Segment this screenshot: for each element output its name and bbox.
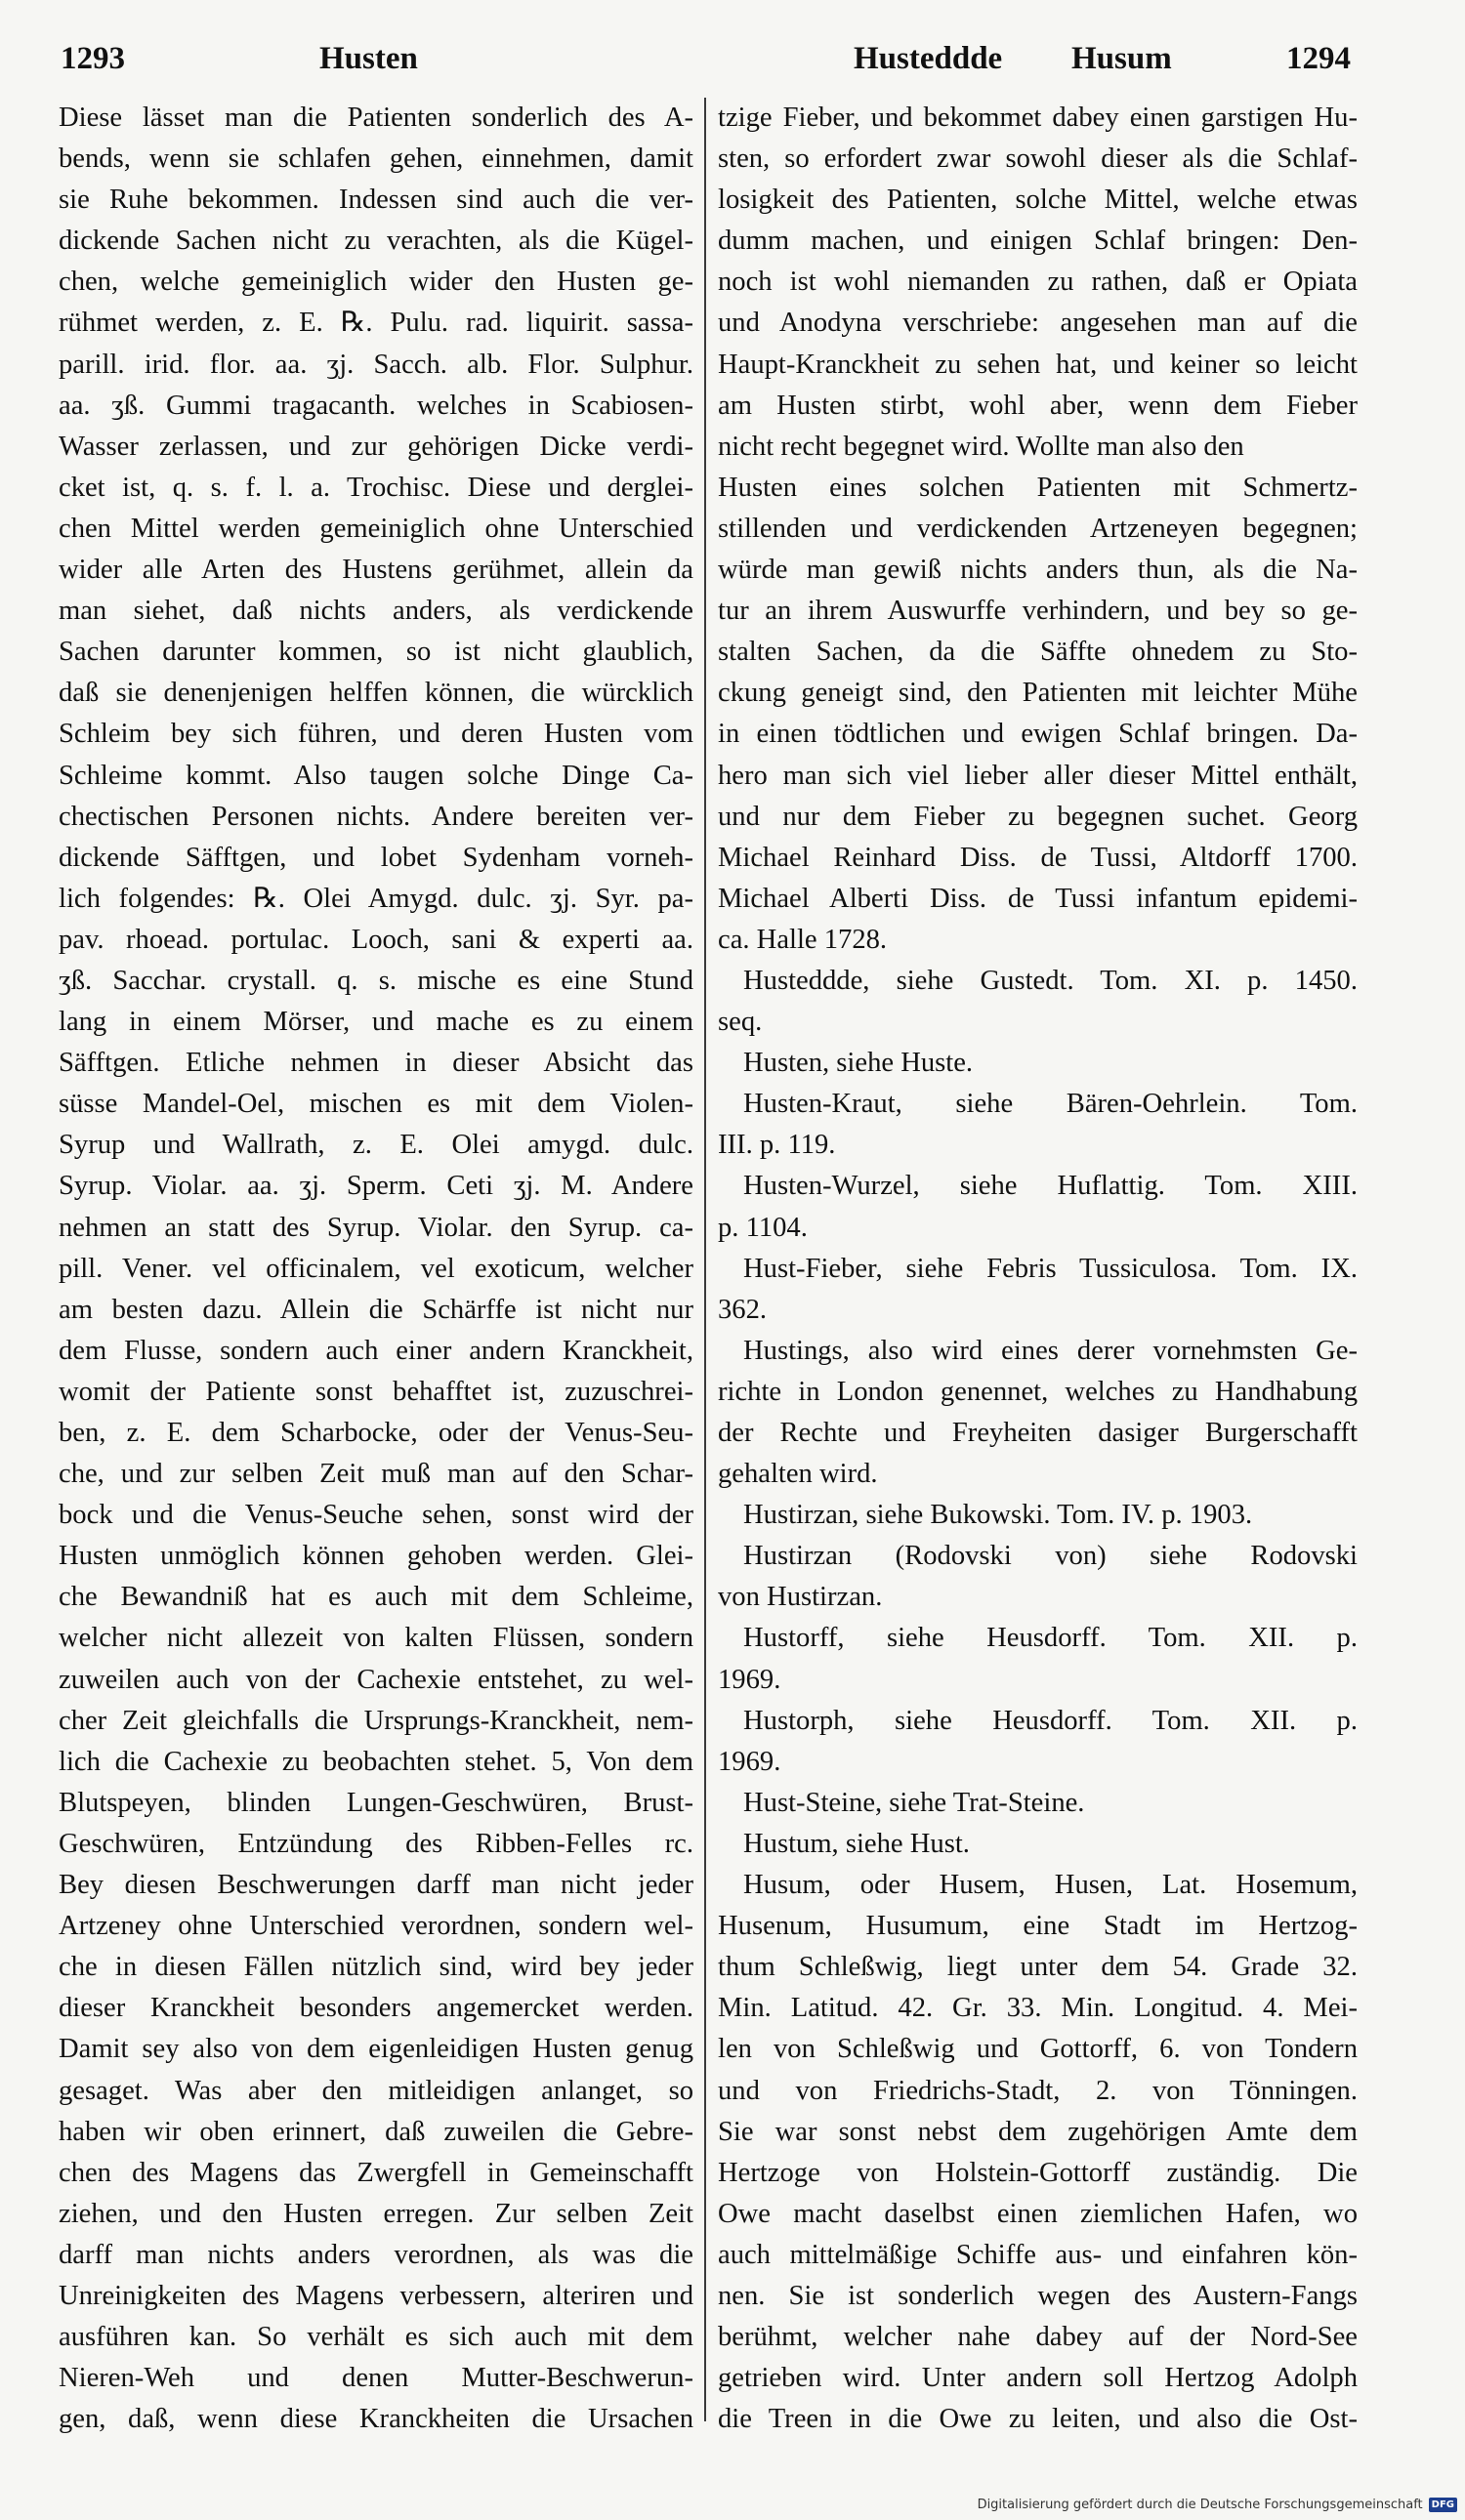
right-column-line: thum Schleßwig, liegt unter dem 54. Grade 32. (718, 1952, 1358, 1983)
right-column-line: len von Schleßwig und Gottorff, 6. von Tondern (718, 2034, 1358, 2065)
right-catchword-1: Husteddde (854, 41, 1003, 76)
right-column-line: Hustum, siehe Hust. (743, 1828, 970, 1859)
right-column-line: Husten eines solchen Patienten mit Schmertz- (718, 472, 1358, 503)
left-column-line: bends, wenn sie schlafen gehen, einnehmen, damit (59, 144, 693, 175)
left-column-line: dickende Säfftgen, und lobet Sydenham vorneh- (59, 842, 693, 873)
right-column-line: in einen tödtlichen und ewigen Schlaf bringen. Da- (718, 719, 1358, 750)
right-column-line: III. p. 119. (718, 1130, 836, 1161)
digitization-credit (978, 2498, 1457, 2512)
right-column-line: tzige Fieber, und bekommet dabey einen garstigen Hu- (718, 103, 1358, 133)
left-page-number: 1293 (61, 41, 125, 76)
left-column-line: Damit sey also von dem eigenleidigen Husten genug (59, 2034, 693, 2065)
right-column-line: stalten Sachen, da die Säffte ohnedem zu Sto- (718, 637, 1358, 668)
left-column-line (59, 2440, 693, 2441)
credit-text: Digitalisierung gefördert durch die Deutsche Forschungsgemeinschaft (977, 2498, 1423, 2512)
right-column-line: und nur dem Fieber zu begegnen suchet. Georg (718, 801, 1358, 832)
left-column-line: haben wir oben erinnert, daß zuweilen die Gebre- (59, 2116, 693, 2147)
left-column-line: lich folgendes: ℞. Olei Amygd. dulc. ʒj. Syr. pa- (59, 883, 693, 914)
left-column-line: bock und die Venus-Seuche sehen, sonst wird der (59, 1500, 693, 1531)
right-column-line: Michael Reinhard Diss. de Tussi, Altdorff 1700. (718, 842, 1358, 873)
left-column-line: chen, welche gemeiniglich wider den Husten ge- (59, 267, 693, 298)
right-column-line: gehalten wird. (718, 1459, 878, 1490)
left-column-line: Sachen darunter kommen, so ist nicht glaublich, (59, 637, 693, 668)
right-column-line: Hustirzan (Rodovski von) siehe Rodovski (743, 1541, 1358, 1572)
right-column-line: p. 1104. (718, 1212, 808, 1243)
right-column-line: Husten, siehe Huste. (743, 1048, 974, 1079)
right-column-line: Husenum, Husumum, eine Stadt im Hertzog- (718, 1911, 1358, 1942)
right-column-line (718, 2440, 1358, 2441)
left-column-line: womit der Patiente sonst behafftet ist, zuzuschrei- (59, 1376, 693, 1407)
left-column-line: ausführen kan. So verhält es sich auch mit dem (59, 2322, 693, 2353)
left-column-line: chen Mittel werden gemeiniglich ohne Unterschied (59, 513, 693, 544)
left-column-line: lang in einem Mörser, und mache es zu einem (59, 1007, 693, 1038)
left-column-line: Bey diesen Beschwerungen darff man nicht jeder (59, 1870, 693, 1901)
right-column-line: noch ist wohl niemanden zu rathen, daß er Opiata (718, 267, 1358, 298)
left-column-line: Säfftgen. Etliche nehmen in dieser Absicht das (59, 1048, 693, 1079)
left-column-line: dieser Kranckheit besonders angemercket werden. (59, 1993, 693, 2024)
dfg-logo-icon: DFG (1429, 2498, 1457, 2512)
left-column-line: Blutspeyen, blinden Lungen-Geschwüren, Brust- (59, 1787, 693, 1818)
right-column-line: Hertzoge von Holstein-Gottorff zuständig. Die (718, 2157, 1358, 2188)
right-column-line: losigkeit des Patienten, solche Mittel, welche etwas (718, 185, 1358, 216)
left-column-line: Wasser zerlassen, und zur gehörigen Dicke verdi- (59, 431, 693, 462)
right-column-line: Hust-Steine, siehe Trat-Steine. (743, 1787, 1085, 1818)
left-column-line: nehmen an statt des Syrup. Violar. den Syrup. ca- (59, 1212, 693, 1243)
right-column-line: Husten-Wurzel, siehe Huflattig. Tom. XIII. (743, 1171, 1358, 1202)
right-column-line: Sie war sonst nebst dem zugehörigen Amte dem (718, 2116, 1358, 2147)
right-column-line: würde man gewiß nichts anders thun, als die Na- (718, 555, 1358, 586)
left-column-line: Nieren-Weh und denen Mutter-Beschwerun- (59, 2363, 693, 2394)
left-column-line: dem Flusse, sondern auch einer andern Kranckheit, (59, 1335, 693, 1366)
left-column-line: Diese lässet man die Patienten sonderlich des A- (59, 103, 693, 133)
left-column-line: parill. irid. flor. aa. ʒj. Sacch. alb. Flor. Sulphur. (59, 349, 693, 380)
left-column-line: chen des Magens das Zwergfell in Gemeinschafft (59, 2157, 693, 2188)
left-column-line: cket ist, q. s. f. l. a. Trochisc. Diese und derglei- (59, 472, 693, 503)
right-column-line: 1969. (718, 1746, 781, 1777)
left-catchword: Husten (319, 41, 418, 76)
left-column-line: pill. Vener. vel officinalem, vel exoticum, welcher (59, 1253, 693, 1284)
left-column-line: chectischen Personen nichts. Andere bereiten ver- (59, 801, 693, 832)
right-column-line: Hustorff, siehe Heusdorff. Tom. XII. p. (743, 1623, 1358, 1654)
left-column-line: welcher nicht allezeit von kalten Flüssen, sondern (59, 1623, 693, 1654)
left-column-line: man siehet, daß nichts anders, als verdickende (59, 596, 693, 627)
right-column-line: von Hustirzan. (718, 1582, 883, 1613)
right-column-line: und von Friedrichs-Stadt, 2. von Tönningen. (718, 2075, 1358, 2106)
right-column-line: hero man sich viel lieber aller dieser Mittel enthält, (718, 760, 1358, 791)
right-column-line: getrieben wird. Unter andern soll Hertzog Adolph (718, 2363, 1358, 2394)
right-column-line: tur an ihrem Auswurffe verhindern, und bey so ge- (718, 596, 1358, 627)
right-column-line: seq. (718, 1007, 763, 1038)
column-divider (704, 98, 706, 2421)
right-column-line: Haupt-Kranckheit zu sehen hat, und keiner so leicht (718, 349, 1358, 380)
left-column-line: dickende Sachen nicht zu verachten, als die Kügel- (59, 226, 693, 257)
running-header (61, 41, 1360, 90)
left-column-line: daß sie denenjenigen helffen können, die würcklich (59, 678, 693, 709)
left-column-line: ziehen, und den Husten erregen. Zur selben Zeit (59, 2198, 693, 2229)
right-column-line: Hustings, also wird eines derer vornehmsten Ge- (743, 1335, 1358, 1366)
right-column (718, 98, 1358, 2441)
right-column-line: stillenden und verdickenden Artzeneyen begegnen; (718, 513, 1358, 544)
right-column-line: sten, so erfordert zwar sowohl dieser als die Schlaf- (718, 144, 1358, 175)
left-column-line: gen, daß, wenn diese Kranckheiten die Ursachen (59, 2404, 693, 2435)
left-column-line: rühmet werden, z. E. ℞. Pulu. rad. liquirit. sassa- (59, 308, 693, 339)
left-column-line: gesaget. Was aber den mitleidigen anlanget, so (59, 2075, 693, 2106)
right-column-line: dumm machen, und einigen Schlaf bringen: Den- (718, 226, 1358, 257)
right-column-line: ckung geneigt sind, den Patienten mit leichter Mühe (718, 678, 1358, 709)
left-column-line: am besten dazu. Allein die Schärffe ist nicht nur (59, 1294, 693, 1325)
right-column-line: Husten-Kraut, siehe Bären-Oehrlein. Tom. (743, 1089, 1358, 1120)
left-column-line: zuweilen auch von der Cachexie entstehet, zu wel- (59, 1664, 693, 1695)
right-column-line: Hustirzan, siehe Bukowski. Tom. IV. p. 1903. (743, 1500, 1253, 1531)
right-column-line: Michael Alberti Diss. de Tussi infantum epidemi- (718, 883, 1358, 914)
right-column-line: der Rechte und Freyheiten dasiger Burgerschafft (718, 1418, 1358, 1448)
left-column-line: Artzeney ohne Unterschied verordnen, sondern wel- (59, 1911, 693, 1942)
right-column-line: Hust-Fieber, siehe Febris Tussiculosa. Tom. IX. (743, 1253, 1358, 1284)
right-column-line: nen. Sie ist sonderlich wegen des Austern-Fangs (718, 2280, 1358, 2311)
right-column-line: Hustorph, siehe Heusdorff. Tom. XII. p. (743, 1705, 1358, 1736)
left-column-line: darff man nichts anders verordnen, als was die (59, 2239, 693, 2270)
right-column-line: Husteddde, siehe Gustedt. Tom. XI. p. 1450. (743, 965, 1358, 996)
right-column-line: und Anodyna verschriebe: angesehen man auf die (718, 308, 1358, 339)
right-column-line: 1969. (718, 1664, 781, 1695)
left-column-line: che Bewandniß hat es auch mit dem Schleime, (59, 1582, 693, 1613)
left-column-line: ʒß. Sacchar. crystall. q. s. mische es eine Stund (59, 965, 693, 996)
right-column-line: Min. Latitud. 42. Gr. 33. Min. Longitud. 4. Mei- (718, 1993, 1358, 2024)
right-column-line: am Husten stirbt, wohl aber, wenn dem Fieber (718, 390, 1358, 421)
left-column-line: Husten unmöglich können gehoben werden. Glei- (59, 1541, 693, 1572)
right-column-line: nicht recht begegnet wird. Wollte man also den (718, 431, 1244, 462)
right-catchword-2: Husum (1071, 41, 1172, 76)
right-column-line: Husum, oder Husem, Husen, Lat. Hosemum, (743, 1870, 1358, 1901)
left-column-line: Schleime kommt. Also taugen solche Dinge Ca- (59, 760, 693, 791)
left-column-line: che in diesen Fällen nützlich sind, wird bey jeder (59, 1952, 693, 1983)
left-column-line: Syrup und Wallrath, z. E. Olei amygd. dulc. (59, 1130, 693, 1161)
right-column-line: berühmt, welcher nahe dabey auf der Nord-See (718, 2322, 1358, 2353)
left-column-line: süsse Mandel-Oel, mischen es mit dem Violen- (59, 1089, 693, 1120)
right-column-line: Owe macht daselbst einen ziemlichen Hafen, wo (718, 2198, 1358, 2229)
left-column (59, 98, 693, 2441)
left-column-line: ben, z. E. dem Scharbocke, oder der Venus-Seu- (59, 1418, 693, 1448)
left-column-line: Geschwüren, Entzündung des Ribben-Felles rc. (59, 1828, 693, 1859)
left-column-line: wider alle Arten des Hustens gerühmet, allein da (59, 555, 693, 586)
left-column-line: Syrup. Violar. aa. ʒj. Sperm. Ceti ʒj. M. Andere (59, 1171, 693, 1202)
left-column-line: aa. ʒß. Gummi tragacanth. welches in Scabiosen- (59, 390, 693, 421)
right-column-line: ca. Halle 1728. (718, 924, 888, 955)
left-column-line: sie Ruhe bekommen. Indessen sind auch die ver- (59, 185, 693, 216)
right-column-line: richte in London genennet, welches zu Handhabung (718, 1376, 1358, 1407)
left-column-line: che, und zur selben Zeit muß man auf den Schar- (59, 1459, 693, 1490)
left-column-line: pav. rhoead. portulac. Looch, sani & experti aa. (59, 924, 693, 955)
right-column-line: auch mittelmäßige Schiffe aus- und einfahren kön- (718, 2239, 1358, 2270)
right-page-number: 1294 (1286, 41, 1351, 76)
right-column-line: die Treen in die Owe zu leiten, und also die Ost- (718, 2404, 1358, 2435)
left-column-line: Schleim bey sich führen, und deren Husten vom (59, 719, 693, 750)
right-column-line: 362. (718, 1294, 768, 1325)
left-column-line: cher Zeit gleichfalls die Ursprungs-Kranckheit, nem- (59, 1705, 693, 1736)
left-column-line: lich die Cachexie zu beobachten stehet. 5, Von dem (59, 1746, 693, 1777)
left-column-line: Unreinigkeiten des Magens verbessern, alteriren und (59, 2280, 693, 2311)
